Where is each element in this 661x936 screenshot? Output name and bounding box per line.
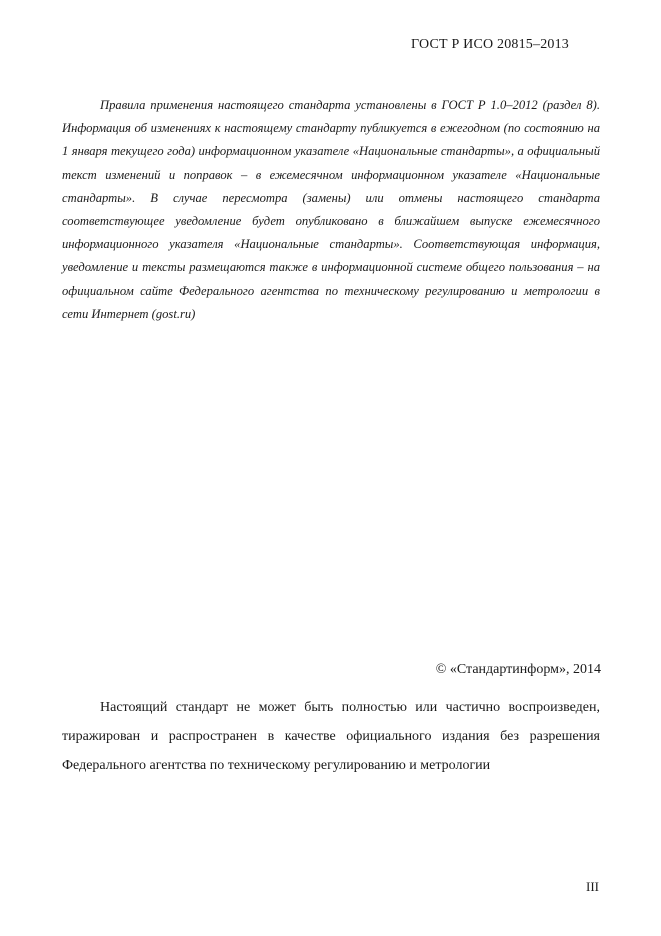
reproduction-rights-paragraph: Настоящий стандарт не может быть полностью или частично воспроизведен, тиражирован и распространен в качестве официального издания без разрешения Федерального агентства по техническому регулированию и метрологии	[62, 700, 600, 773]
copyright-line: © «Стандартинформ», 2014	[435, 662, 601, 677]
document-code-header: ГОСТ Р ИСО 20815–2013	[411, 37, 569, 52]
standard-application-notice: Правила применения настоящего стандарта установлены в ГОСТ Р 1.0–2012 (раздел 8). Информация об изменениях к настоящему стандарту публикуется в ежегодном (по состоянию на 1 января текущего года) информационном указателе «Национальные стандарты», а официальный текст изменений и поправок – в ежемесячном информационном указателе «Национальные стандарты». В случае пересмотра (замены) или отмены настоящего стандарта соответствующее уведомление будет опубликовано в ближайшем выпуске ежемесячного информационного указателя «Национальные стандарты». Соответствующая информация, уведомление и тексты размещаются также в информационной системе общего пользования – на официальном сайте Федерального агентства по техническому регулированию и метрологии в сети Интернет (gost.ru)	[62, 98, 600, 321]
page-number: III	[586, 879, 599, 894]
